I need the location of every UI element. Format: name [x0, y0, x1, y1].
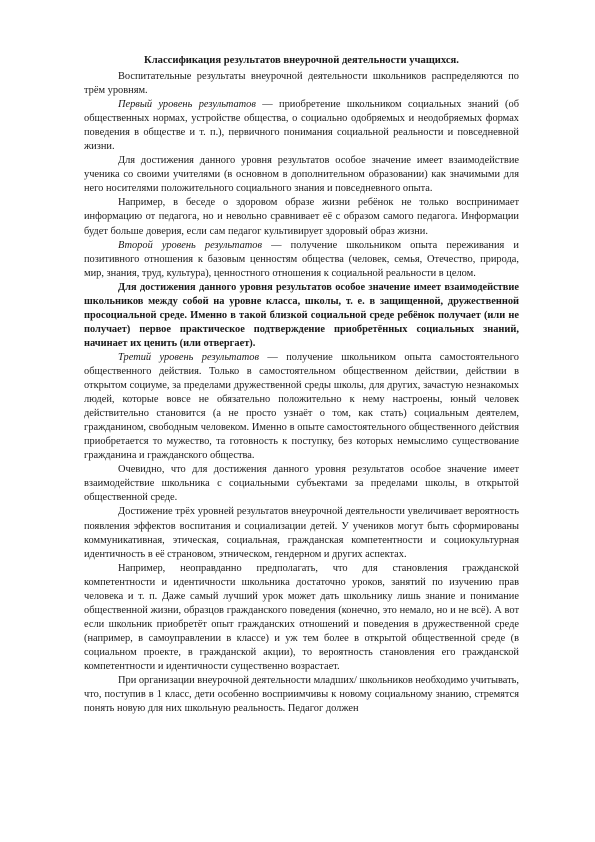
paragraph-intro: [84, 70, 519, 98]
paragraph-text: Например, в беседе о здоровом образе жизни ребёнок не только воспринимает информацию от педагога, но и невольно сравнивает её с образом самого педагога. Информации будет больше доверия, если сам педагог культивирует здоровый образ жизни.: [84, 197, 519, 237]
paragraph-first-level-condition: [84, 154, 519, 196]
paragraph-second-level: [84, 239, 519, 281]
paragraph-first-level-example: [84, 196, 519, 238]
paragraph-second-level-condition: [84, 281, 519, 351]
paragraph-third-level: [84, 351, 519, 463]
paragraph-lead: Второй уровень результатов: [118, 239, 263, 251]
paragraph-text: — получение школьником опыта переживания и позитивного отношения к базовым ценностям общества (человек, семья, Отечество, природа, мир, знания, труд, культура), ценностного отношения к социальной реальности в целом.: [84, 239, 519, 279]
paragraph-lead: Третий уровень результатов: [118, 351, 259, 363]
paragraph-first-level: [84, 98, 519, 154]
paragraph-civic-example: [84, 562, 519, 674]
page-title: Классификация результатов внеурочной деятельности учащихся.: [144, 55, 459, 66]
paragraph-text: Очевидно, что для достижения данного уровня результатов особое значение имеет взаимодействие школьника с социальными субъектами за пределами школы, в открытой общественной среде.: [84, 464, 519, 504]
paragraph-text: Для достижения данного уровня результатов особое значение имеет взаимодействие школьников между собой на уровне класса, школы, т. е. в защищенной, дружественной просоциальной среде. Именно в такой близкой социальной среде ребёнок получает (или не получает) первое практическое подтверждение приобретённых социальных знаний, начинает их ценить (или отвергает).: [84, 281, 519, 349]
paragraph-text: Достижение трёх уровней результатов внеурочной деятельности увеличивает вероятность появления эффектов воспитания и социализации детей. У учеников могут быть сформированы коммуникативная, этическая, социальная, гражданская компетентности и социокультурная идентичность в её страновом, этническом, гендерном и других аспектах.: [84, 506, 519, 560]
document-body: [84, 54, 519, 716]
paragraph-text: Воспитательные результаты внеурочной деятельности школьников распределяются по трём уровням.: [84, 71, 519, 97]
paragraph-lead: Первый уровень результатов: [118, 99, 256, 111]
paragraph-text: — получение школьником опыта самостоятельного общественного действия. Только в самостоятельном общественном действии, действии в открытом социуме, за пределами дружественной среды школы, для других, зачастую незнакомых людей, которые вовсе не обязательно положительно к нему настроены, юный человек действительно становится (а не просто узнаёт о том, как стать) социальным деятелем, гражданином, свободным человеком. Именно в опыте самостоятельного общественного действия приобретается то мужество, та готовность к поступку, без которых немыслимо существование гражданина и гражданского общества.: [84, 351, 520, 462]
paragraph-text: Для достижения данного уровня результатов особое значение имеет взаимодействие ученика со своими учителями (в основном в дополнительном образовании) как значимыми для него носителями положительного социального знания и повседневного опыта.: [84, 155, 519, 195]
paragraph-third-level-condition: [84, 463, 519, 505]
paragraph-effects: [84, 505, 519, 561]
paragraph-text: — приобретение школьником социальных знаний (об общественных нормах, устройстве общества, о социально одобряемых и неодобряемых формах поведения в обществе и т. п.), первичного понимания социальной реальности и повседневной жизни.: [84, 99, 519, 153]
paragraph-text: Например, неоправданно предполагать, что для становления гражданской компетентности и идентичности школьника достаточно уроков, занятий по изучению прав человека и т. п. Даже самый лучший урок может дать школьнику лишь знание и понимание общественной жизни, образцов гражданского поведения (конечно, это немало, но и не всё). А вот если школьник приобретёт опыт гражданских отношений и поведения в дружественной среде (например, в самоуправлении в классе) и уж тем более в открытой общественной среде (в социальном проекте, в гражданской акции), то вероятность становления его гражданской компетентности и идентичности существенно возрастает.: [84, 562, 519, 672]
paragraph-organization: [84, 674, 519, 716]
paragraph-text: При организации внеурочной деятельности младших/ школьников необходимо учитывать, что, поступив в 1 класс, дети особенно восприимчивы к новому социальному знанию, стремятся понять новую для них школьную реальность. Педагог должен: [84, 675, 520, 715]
